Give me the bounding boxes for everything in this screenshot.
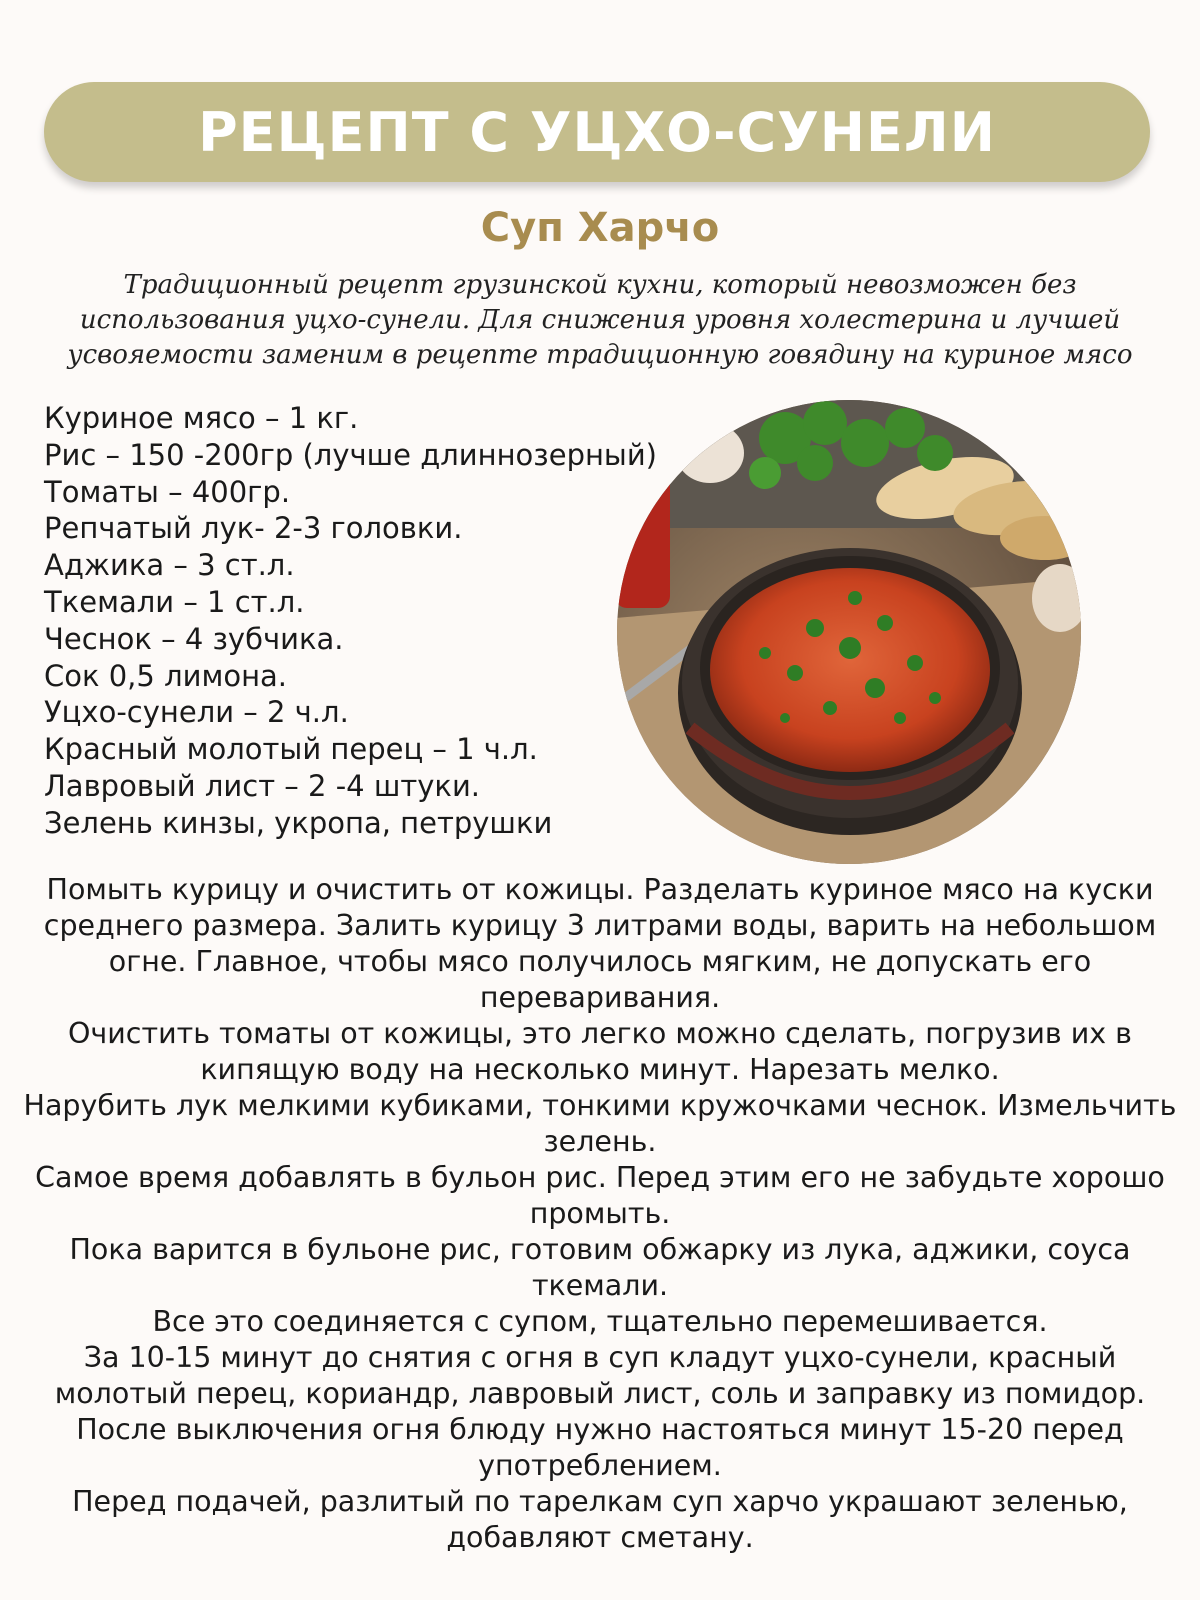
step-paragraph: Самое время добавлять в бульон рис. Перед этим его не забудьте хорошо промыть. (35, 1161, 1165, 1230)
ingredient-item: Ткемали – 1 ст.л. (44, 584, 305, 619)
ingredient-item: Репчатый лук- 2-3 головки. (44, 511, 463, 546)
step-paragraph: Перед подачей, разлитый по тарелкам суп харчо украшают зеленью, добавляют сметану. (72, 1485, 1128, 1554)
step-paragraph: Все это соединяется с супом, тщательно перемешивается. (152, 1305, 1048, 1338)
recipe-name: Суп Харчо (480, 205, 720, 251)
step-paragraph: Очистить томаты от кожицы, это легко можно сделать, погрузив их в кипящую воду на несколько минут. Нарезать мелко. (68, 1017, 1132, 1086)
bowl (678, 548, 1022, 835)
step-paragraph: Помыть курицу и очистить от кожицы. Разделать куриное мясо на куски среднего размера. Залить курицу 3 литрами воды, варить на небольшом огне. Главное, чтобы мясо получилось мягким, не допускать его переваривания. (43, 873, 1157, 1014)
step-paragraph: За 10-15 минут до снятия с огня в суп кладут уцхо-сунели, красный молотый перец, кориандр, лавровый лист, соль и заправку из помидор. (54, 1341, 1146, 1410)
ingredient-item: Чеснок – 4 зубчика. (44, 621, 344, 656)
ingredient-item: Красный молотый перец – 1 ч.л. (44, 732, 538, 767)
recipe-intro (40, 268, 1160, 373)
cooking-steps (20, 872, 1180, 1556)
step-paragraph: После выключения огня блюду нужно настояться минут 15-20 перед употреблением. (76, 1413, 1124, 1482)
ingredient-item: Уцхо-сунели – 2 ч.л. (44, 695, 349, 730)
soup-photo (615, 398, 1083, 866)
ingredient-item: Сок 0,5 лимона. (44, 658, 288, 693)
intro-line: Традиционный рецепт грузинской кухни, который невозможен без (123, 270, 1077, 300)
step-paragraph: Нарубить лук мелкими кубиками, тонкими кружочками чеснок. Измельчить зелень. (23, 1089, 1177, 1158)
ingredient-item: Зелень кинзы, укропа, петрушки (44, 805, 553, 840)
ingredient-item: Томаты – 400гр. (44, 474, 291, 509)
step-paragraph: Пока варится в бульоне рис, готовим обжарку из лука, аджики, соуса ткемали. (69, 1233, 1131, 1302)
intro-line: использования уцхо-сунели. Для снижения уровня холестерина и лучшей (79, 305, 1121, 335)
ingredient-item: Лавровый лист – 2 -4 штуки. (44, 768, 481, 803)
page-title: РЕЦЕПТ С УЦХО-СУНЕЛИ (198, 100, 996, 164)
ingredient-list (44, 400, 684, 842)
ingredient-item: Рис – 150 -200гр (лучше длиннозерный) (44, 437, 657, 472)
ingredient-item: Куриное мясо – 1 кг. (44, 401, 359, 435)
intro-line: усвояемости заменим в рецепте традиционную говядину на куриное мясо (67, 340, 1133, 370)
ingredient-item: Аджика – 3 ст.л. (44, 548, 295, 583)
title-banner (44, 82, 1150, 182)
